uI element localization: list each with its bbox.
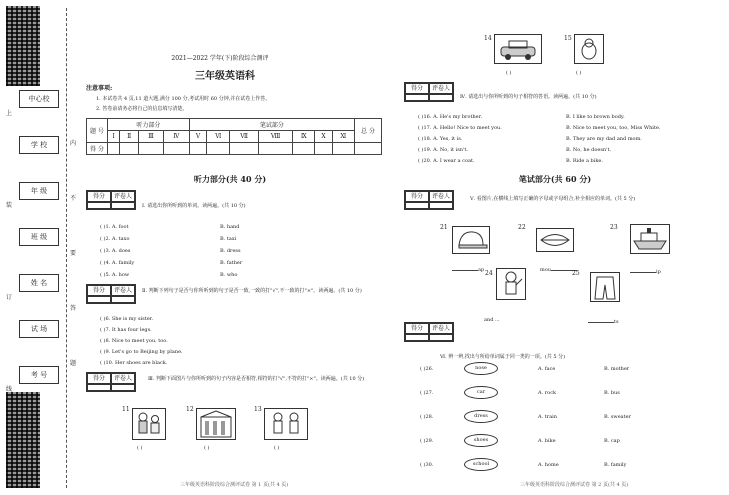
answer-paren[interactable]: ( )30. xyxy=(420,462,434,468)
question-number: Ⅳ xyxy=(164,131,190,143)
scorer-box-5 xyxy=(404,190,454,210)
list-item: ( )19. A. No, it isn't. xyxy=(418,147,468,153)
answer-paren[interactable]: ( ) xyxy=(137,445,143,451)
option-a: A. train xyxy=(538,414,557,420)
scorer-reviewer-field[interactable] xyxy=(429,202,453,209)
question-number: Ⅱ xyxy=(120,131,139,143)
writing-part-header: 笔试部分 xyxy=(189,119,354,131)
scorer-reviewer-field[interactable] xyxy=(429,94,453,101)
list-item: ( )4. A. family xyxy=(100,260,135,266)
score-table xyxy=(86,118,382,155)
section-6-items xyxy=(420,362,710,474)
binding-mark: 答 xyxy=(70,305,77,312)
section-3-instruction: Ⅲ. 判断下面图片与你所听到的句子内容是否相符,相符的打"√",不符的打"×"。读两遍。(共 10 分) xyxy=(148,376,365,382)
binding-mark: 要 xyxy=(70,250,77,257)
picture-number: 25 xyxy=(572,270,580,277)
picture-school xyxy=(196,408,236,440)
section-5-instruction: Ⅴ. 看图片,在横线上填写正确的字母或字母组合,补全相应的单词。(共 5 分) xyxy=(470,196,636,202)
question-number: Ⅰ xyxy=(108,131,120,143)
option-b: B. They are my dad and mom. xyxy=(566,136,642,142)
option-b: B. father xyxy=(220,260,243,266)
picture-number: 21 xyxy=(440,224,448,231)
option-b: B. bus xyxy=(604,390,620,396)
scorer-score-field[interactable] xyxy=(405,334,429,341)
answer-paren[interactable]: ( ) xyxy=(204,445,210,451)
answer-paren[interactable]: ( ) xyxy=(506,70,512,76)
question-number: Ⅶ xyxy=(230,131,259,143)
writing-title: 笔试部分(共 60 分) xyxy=(518,174,592,184)
word-suffix: ip xyxy=(656,269,661,275)
exam-subject-title: 三年级英语科 xyxy=(195,71,255,82)
picture-mouth xyxy=(536,228,574,252)
question-number: Ⅴ xyxy=(189,131,206,143)
answer-paren[interactable]: ( )27. xyxy=(420,390,434,396)
score-cell[interactable] xyxy=(189,143,206,155)
scorer-reviewer-field[interactable] xyxy=(111,296,135,303)
exam-year-title: 2021—2022 学年(下)阶段综合测评 xyxy=(171,55,269,62)
scorer-box-1 xyxy=(86,190,136,210)
question-number: Ⅲ xyxy=(139,131,164,143)
section-1-instruction: Ⅰ. 请选出你所听到的单词。读两遍。(共 10 分) xyxy=(142,203,246,209)
picture-number: 11 xyxy=(122,406,130,413)
picture-ship xyxy=(630,224,670,254)
score-cell[interactable] xyxy=(315,143,332,155)
score-table-title: 题 号 xyxy=(87,119,108,143)
option-b: B. dress xyxy=(220,248,241,254)
scorer-reviewer-label: 评卷人 xyxy=(111,191,135,202)
score-row-label: 得 分 xyxy=(87,143,108,155)
binding-label-grade: 年 级 xyxy=(19,182,59,200)
picture-boys xyxy=(264,408,308,440)
list-item: ( )6. She is my sister. xyxy=(100,316,154,322)
option-b: B. sweater xyxy=(604,414,631,420)
scorer-box-6 xyxy=(404,322,454,342)
binding-label-class: 班 级 xyxy=(19,228,59,246)
scorer-score-label: 得分 xyxy=(87,373,111,384)
scorer-score-label: 得分 xyxy=(405,83,429,94)
option-b: B. I like to brown body. xyxy=(566,114,625,120)
list-item: ( )9. Let's go to Beijing by plane. xyxy=(100,349,183,355)
binding-mark: 订 xyxy=(6,294,13,301)
picture-hand xyxy=(496,268,526,300)
scorer-reviewer-label: 评卷人 xyxy=(111,285,135,296)
oval-word: car xyxy=(464,386,498,399)
option-a: A. bike xyxy=(538,438,556,444)
binding-label-center-school: 中心校 xyxy=(19,90,59,108)
scorer-reviewer-label: 评卷人 xyxy=(429,323,453,334)
scorer-score-label: 得分 xyxy=(87,191,111,202)
word-suffix: and ... xyxy=(484,317,500,323)
binding-mark: 装 xyxy=(6,202,13,209)
listening-title: 听力部分(共 40 分) xyxy=(193,174,267,184)
option-a: A. face xyxy=(538,366,556,372)
binding-label-exam-room: 试 场 xyxy=(19,320,59,338)
scorer-reviewer-label: 评卷人 xyxy=(429,83,453,94)
score-cell[interactable] xyxy=(207,143,230,155)
option-a: A. rock xyxy=(538,390,557,396)
scorer-reviewer-field[interactable] xyxy=(111,202,135,209)
option-b: B. who xyxy=(220,272,238,278)
option-b: B. No, he doesn't. xyxy=(566,147,612,153)
picture-bird xyxy=(574,34,604,64)
picture-number: 15 xyxy=(564,35,572,42)
score-cell[interactable] xyxy=(108,143,120,155)
answer-paren[interactable]: ( )29. xyxy=(420,438,434,444)
answer-paren[interactable]: ( ) xyxy=(576,70,582,76)
section-6-instruction: Ⅵ. 辨一辨,找出与所给单词属于同一类的一项。(共 5 分) xyxy=(440,354,566,360)
word-blank-25[interactable] xyxy=(588,308,619,327)
scorer-score-label: 得分 xyxy=(405,191,429,202)
score-cell[interactable] xyxy=(120,143,139,155)
total-score-cell[interactable] xyxy=(355,143,382,155)
scorer-score-field[interactable] xyxy=(87,202,111,209)
list-item: ( )17. A. Hello! Nice to meet you. xyxy=(418,125,502,131)
note-2: 2. 答卷前请务必将自己的信息填写清楚。 xyxy=(96,106,188,112)
listening-part-header: 听力部分 xyxy=(108,119,190,131)
picture-girl-grandma xyxy=(132,408,166,440)
word-blank-21[interactable] xyxy=(452,256,484,275)
option-b: B. family xyxy=(604,462,627,468)
picture-pants xyxy=(590,272,620,302)
question-number: Ⅹ xyxy=(315,131,332,143)
scorer-score-field[interactable] xyxy=(87,384,111,391)
scorer-reviewer-label: 评卷人 xyxy=(111,373,135,384)
question-number: Ⅷ xyxy=(258,131,292,143)
scorer-score-label: 得分 xyxy=(87,285,111,296)
question-number: Ⅸ xyxy=(293,131,315,143)
list-item: ( )18. A. Yes, it is. xyxy=(418,136,463,142)
picture-cap xyxy=(452,226,490,254)
binding-label-school: 学 校 xyxy=(19,136,59,154)
binding-mark: 不 xyxy=(70,195,77,202)
scorer-reviewer-field[interactable] xyxy=(429,334,453,341)
scorer-box-2 xyxy=(86,284,136,304)
qr-code-bottom xyxy=(6,392,40,488)
word-suffix: ts xyxy=(614,319,619,325)
picture-number: 12 xyxy=(186,406,194,413)
list-item: ( )16. A. He's my brother. xyxy=(418,114,483,120)
binding-label-name: 姓 名 xyxy=(19,274,59,292)
answer-paren[interactable]: ( )26. xyxy=(420,366,434,372)
scorer-score-field[interactable] xyxy=(405,94,429,101)
list-item: ( )3. A. does xyxy=(100,248,131,254)
footer-right: 三年级英语科阶段综合测评试卷 第 2 页(共 4 页) xyxy=(520,482,629,488)
word-blank-24[interactable] xyxy=(484,306,500,325)
scorer-score-label: 得分 xyxy=(405,323,429,334)
list-item: ( )2. A. taxo xyxy=(100,236,130,242)
word-suffix: ap xyxy=(478,267,485,273)
binding-label-exam-number: 考 号 xyxy=(19,366,59,384)
picture-number: 24 xyxy=(485,270,493,277)
scorer-score-field[interactable] xyxy=(87,296,111,303)
scorer-box-3 xyxy=(86,372,136,392)
scorer-reviewer-field[interactable] xyxy=(111,384,135,391)
scorer-score-field[interactable] xyxy=(405,202,429,209)
binding-mark: 题 xyxy=(70,360,77,367)
picture-number: 22 xyxy=(518,224,526,231)
oval-word: shoes xyxy=(464,434,498,447)
picture-taxi xyxy=(494,34,542,64)
binding-line xyxy=(66,8,67,488)
binding-mark: 线 xyxy=(6,386,13,393)
score-cell[interactable] xyxy=(293,143,315,155)
binding-mark: 内 xyxy=(70,140,77,147)
picture-number: 23 xyxy=(610,224,618,231)
word-suffix: mou xyxy=(540,267,551,273)
list-item: ( )7. It has four legs. xyxy=(100,327,152,333)
section-2-instruction: Ⅱ. 判断下列句子是否与你所听到的句子是否一致,一致的打"√",不一致的打"×"。读两遍。(共 10 分) xyxy=(142,288,362,294)
picture-number: 14 xyxy=(484,35,492,42)
notes-label: 注意事项: xyxy=(86,85,113,92)
option-b: B. Ride a bike. xyxy=(566,158,603,164)
question-number: Ⅵ xyxy=(207,131,230,143)
list-item: ( )10. Her shoes are black. xyxy=(100,360,168,366)
answer-paren[interactable]: ( ) xyxy=(274,445,280,451)
option-b: B. cap xyxy=(604,438,620,444)
question-number: Ⅺ xyxy=(332,131,354,143)
scorer-box-4 xyxy=(404,82,454,102)
score-cell[interactable] xyxy=(164,143,190,155)
footer-left: 三年级英语科阶段综合测评试卷 第 1 页(共 4 页) xyxy=(180,482,289,488)
note-1: 1. 本试卷共 4 页,11 道大题,满分 100 分,考试用时 60 分钟,并在试卷上作答。 xyxy=(96,96,271,102)
word-blank-23[interactable] xyxy=(630,258,661,277)
list-item: ( )5. A. how xyxy=(100,272,130,278)
oval-word: dress xyxy=(464,410,498,423)
binding-mark: 上 xyxy=(6,110,13,117)
option-b: B. mother xyxy=(604,366,630,372)
picture-number: 13 xyxy=(254,406,262,413)
option-b: B. taxi xyxy=(220,236,237,242)
total-header: 总 分 xyxy=(355,119,382,143)
oval-word: nose xyxy=(464,362,498,375)
answer-paren[interactable]: ( )28. xyxy=(420,414,434,420)
option-b: B. Nice to meet you, too, Miss White. xyxy=(566,125,661,131)
score-cell[interactable] xyxy=(332,143,354,155)
list-item: ( )1. A. foot xyxy=(100,224,129,230)
scorer-reviewer-label: 评卷人 xyxy=(429,191,453,202)
qr-code-top xyxy=(6,6,40,86)
option-a: A. home xyxy=(538,462,559,468)
score-cell[interactable] xyxy=(258,143,292,155)
list-item: ( )8. Nice to meet you, too. xyxy=(100,338,168,344)
section-4-instruction: Ⅳ. 请选出与你所听到的句子相符的答语。读两遍。(共 10 分) xyxy=(460,94,597,100)
score-cell[interactable] xyxy=(139,143,164,155)
list-item: ( )20. A. I wear a coat. xyxy=(418,158,475,164)
option-b: B. hand xyxy=(220,224,240,230)
score-cell[interactable] xyxy=(230,143,259,155)
oval-word: school xyxy=(464,458,498,471)
